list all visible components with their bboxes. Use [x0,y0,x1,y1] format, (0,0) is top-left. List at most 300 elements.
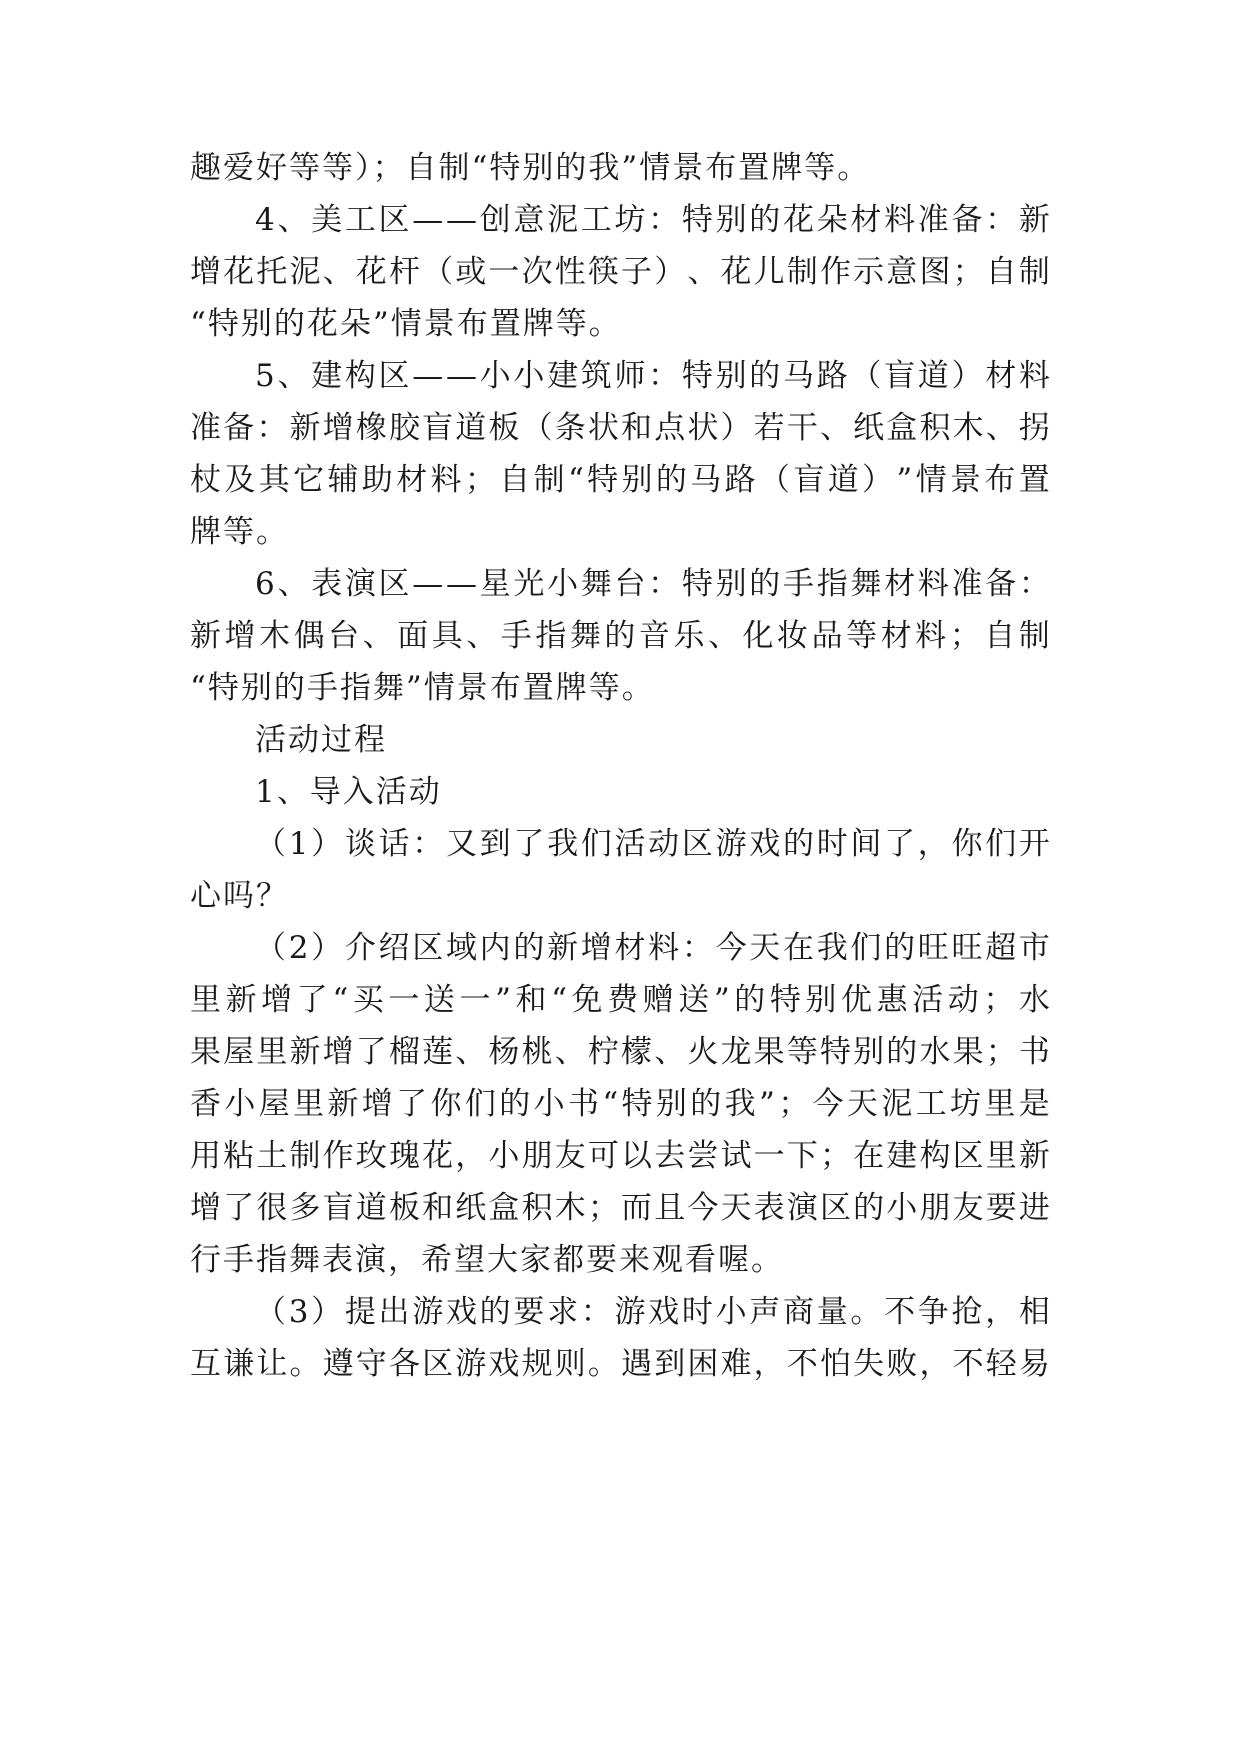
glyph: 材 [880,618,912,654]
glyph: 及 [224,462,256,498]
glyph: 增 [224,618,256,654]
glyph: 等 [846,618,878,654]
glyph: 马 [782,358,814,394]
glyph: 制 [1018,254,1050,290]
glyph: 守 [355,1346,387,1382]
glyph: 增 [190,1190,221,1226]
glyph: ： [648,358,680,394]
glyph: 我 [816,930,848,966]
glyph: 在 [853,1138,885,1174]
glyph: 美 [311,202,343,238]
glyph: 木 [952,410,984,446]
glyph: 、 [466,618,498,654]
glyph: 1 [288,826,309,862]
glyph: 路 [724,462,756,498]
text-line-14 [255,824,1050,864]
glyph: ： [1018,566,1050,602]
glyph: 坊 [949,1086,981,1122]
glyph: — [412,358,444,394]
glyph: 化 [742,618,774,654]
glyph: 板 [388,1190,420,1226]
glyph: 别 [715,202,747,238]
glyph: 小 [224,1086,256,1122]
glyph: — [445,358,477,394]
glyph: 屋 [223,1034,255,1070]
glyph: 尝 [687,1138,719,1174]
glyph: 、 [277,358,309,394]
glyph: 赠 [642,982,674,1018]
glyph: 我 [724,1086,756,1122]
glyph: 相 [1018,1294,1050,1330]
glyph: 盲 [322,1190,354,1226]
glyph: 求 [547,1294,579,1330]
glyph: 光 [513,566,545,602]
glyph: 的 [734,982,766,1018]
glyph: 区 [378,566,410,602]
glyph: 免 [571,982,603,1018]
glyph: 一 [488,254,520,290]
glyph: — [412,202,444,238]
glyph: 旺 [917,930,949,966]
glyph: 具 [431,618,463,654]
glyph: 新 [289,410,321,446]
glyph: 舞 [580,566,612,602]
glyph: 里 [256,1034,288,1070]
glyph: 新 [1018,1138,1050,1174]
glyph: 提 [344,1294,376,1330]
glyph: 里 [190,982,221,1018]
glyph: 让 [256,1346,288,1382]
section-heading: 活动过程 [255,722,387,758]
glyph: 增 [261,982,293,1018]
glyph: ； [587,1190,619,1226]
glyph: 活 [912,982,944,1018]
glyph: 木 [259,618,291,654]
glyph: ： [648,566,680,602]
glyph: 音 [638,618,670,654]
glyph: 动 [947,982,979,1018]
glyph: 里 [985,1138,1017,1174]
glyph: 、 [277,202,309,238]
glyph: ） [311,1294,343,1330]
text-line-24 [190,1344,1050,1384]
glyph: 拐 [1018,410,1050,446]
glyph: 又 [445,826,477,862]
glyph: 作 [819,254,851,290]
glyph: 增 [322,1034,354,1070]
glyph: 妆 [777,618,809,654]
glyph: 一 [459,982,491,1018]
text-line-10 [190,616,1050,656]
glyph: 的 [604,618,636,654]
text-line-2 [255,200,1050,240]
glyph: “ [602,1086,619,1122]
glyph: 我 [547,826,579,862]
glyph: ； [949,618,981,654]
glyph: 增 [190,254,221,290]
glyph: 筷 [587,254,619,290]
glyph: 内 [479,930,511,966]
glyph: 今 [687,1190,719,1226]
glyph: 星 [479,566,511,602]
glyph: — [412,566,444,602]
glyph: 小 [715,1294,747,1330]
glyph: 里 [984,1086,1016,1122]
glyph: 瑰 [388,1138,420,1174]
glyph: 你 [430,1086,462,1122]
glyph: 了 [513,826,545,862]
glyph: ） [654,254,686,290]
glyph: （ [255,1294,286,1330]
glyph: 的 [655,462,687,498]
glyph: 的 [690,1086,722,1122]
glyph: “ [567,462,584,498]
glyph: 花 [782,202,814,238]
glyph: 抢 [951,1294,983,1330]
glyph: 的 [749,566,781,602]
glyph: 火 [687,1034,719,1070]
glyph: 备 [223,410,255,446]
glyph: 到 [654,1346,686,1382]
glyph: 游 [455,1346,487,1382]
glyph: 易 [1018,1346,1050,1382]
glyph: 或 [455,254,487,290]
glyph: 小 [479,358,511,394]
glyph: 书 [1018,1034,1050,1070]
glyph: ） [720,410,752,446]
glyph: 市 [1018,930,1050,966]
glyph: 台 [328,618,360,654]
glyph: 在 [782,930,814,966]
glyph: ； [983,982,1015,1018]
glyph: 今 [715,930,747,966]
glyph: 料 [915,618,947,654]
glyph: 马 [690,462,722,498]
glyph: 等 [786,1034,818,1070]
glyph: 区 [378,202,410,238]
glyph: 的 [749,202,781,238]
glyph: 了 [396,1086,428,1122]
glyph: 区 [681,826,713,862]
glyph: 们 [464,1086,496,1122]
glyph: 别 [621,462,653,498]
glyph: 小 [547,566,579,602]
glyph: 偶 [293,618,325,654]
glyph: 的 [749,358,781,394]
glyph: 积 [919,410,951,446]
glyph: ） [951,358,983,394]
text-line-21 [190,1188,1050,1228]
glyph: 进 [1018,1190,1050,1226]
glyph: 舞 [569,618,601,654]
glyph: 师 [614,358,646,394]
glyph: 杖 [190,462,221,498]
glyph: 轻 [985,1346,1017,1382]
glyph: 新 [547,930,579,966]
glyph: 绍 [378,930,410,966]
glyph: — [445,566,477,602]
glyph: 天 [720,1190,752,1226]
glyph: 去 [654,1138,686,1174]
glyph: （ [422,254,454,290]
glyph: 榴 [388,1034,420,1070]
glyph: 意 [886,254,918,290]
glyph: ： [412,826,444,862]
glyph: 花 [720,254,752,290]
glyph: 次 [521,254,553,290]
glyph: 子 [621,254,653,290]
glyph: 失 [853,1346,885,1382]
glyph: 、 [687,254,719,290]
glyph: 料 [917,566,949,602]
glyph: 们 [850,930,882,966]
glyph: 小 [488,1138,520,1174]
glyph: 构 [919,1138,951,1174]
glyph: 杆 [388,254,420,290]
glyph: 商 [782,1294,814,1330]
glyph: 的 [479,1294,511,1330]
glyph: 材 [614,930,646,966]
glyph: 朋 [521,1138,553,1174]
text-line-11: “特别的手指舞”情景布置牌等。 [190,670,655,706]
glyph: 们 [985,826,1017,862]
glyph: 托 [256,254,288,290]
glyph: 自 [984,618,1016,654]
glyph: 料 [884,202,916,238]
glyph: 了 [355,1034,387,1070]
glyph: 工 [915,1086,947,1122]
glyph: 莲 [422,1034,454,1070]
glyph: 超 [985,930,1017,966]
glyph: 下 [786,1138,818,1174]
glyph: — [445,202,477,238]
glyph: 舞 [850,566,882,602]
glyph: 天 [846,1086,878,1122]
glyph: 乐 [673,618,705,654]
glyph: 状 [687,410,719,446]
glyph: ： [648,202,680,238]
glyph: 材 [850,202,882,238]
text-line-8: 牌等。 [190,514,289,550]
glyph: ； [464,462,496,498]
glyph: 以 [621,1138,653,1174]
glyph: 区 [952,1138,984,1174]
glyph: ： [256,410,288,446]
text-line-3 [190,252,1050,292]
glyph: 、 [654,1034,686,1070]
glyph: 、 [322,254,354,290]
glyph: 道 [827,462,859,498]
glyph: 准 [917,202,949,238]
glyph: ， [985,1294,1017,1330]
glyph: 新 [289,1034,321,1070]
glyph: 辅 [327,462,359,498]
glyph: 特 [621,1086,653,1122]
glyph: 新 [1018,202,1050,238]
glyph: 的 [513,930,545,966]
glyph: 表 [753,1190,785,1226]
glyph: 不 [884,1294,916,1330]
glyph: 儿 [753,254,785,290]
glyph: 水 [919,1034,951,1070]
glyph: 、 [985,410,1017,446]
glyph: 手 [782,566,814,602]
glyph: 指 [816,566,848,602]
glyph: 盒 [886,410,918,446]
glyph: 花 [355,254,387,290]
glyph: 买 [352,982,384,1018]
glyph: 条 [554,410,586,446]
glyph: 动 [648,826,680,862]
glyph: 、 [277,566,309,602]
glyph: 规 [521,1346,553,1382]
glyph: 试 [720,1138,752,1174]
glyph: 困 [687,1346,719,1382]
glyph: 区 [412,930,444,966]
glyph: 材 [396,462,428,498]
glyph: 要 [513,1294,545,1330]
glyph: 、 [554,1034,586,1070]
glyph: 和 [422,1190,454,1226]
text-line-17 [190,980,1050,1020]
glyph: 。 [850,1294,882,1330]
glyph: 泥 [289,254,321,290]
subsection-heading: 1、导入活动 [255,774,442,810]
glyph: 料 [648,930,680,966]
glyph: 坊 [614,202,646,238]
glyph: 了 [296,982,328,1018]
glyph: 粘 [223,1138,255,1174]
glyph: ： [580,1294,612,1330]
glyph: 3 [288,1294,309,1330]
glyph: ” [758,1086,775,1122]
glyph: 出 [378,1294,410,1330]
glyph: 建 [886,1138,918,1174]
glyph: 谈 [344,826,376,862]
text-line-22: 行手指舞表演，希望大家都要来观看喔。 [190,1242,784,1278]
glyph: 友 [952,1190,984,1226]
glyph: 龙 [720,1034,752,1070]
glyph: 筑 [580,358,612,394]
glyph: 柠 [587,1034,619,1070]
glyph: 介 [344,930,376,966]
glyph: 备 [985,566,1017,602]
glyph: 6 [255,566,275,602]
glyph: 纸 [455,1190,487,1226]
glyph: 很 [256,1190,288,1226]
glyph: 特 [681,358,713,394]
glyph: 开 [1018,826,1050,862]
glyph: 一 [753,1138,785,1174]
glyph: 用 [190,1138,221,1174]
glyph: 、 [362,618,394,654]
glyph: 争 [917,1294,949,1330]
glyph: 建 [547,358,579,394]
glyph: 别 [655,1086,687,1122]
glyph: 话 [378,826,410,862]
glyph: 演 [344,566,376,602]
text-line-9 [255,564,1050,604]
glyph: 里 [293,1086,325,1122]
glyph: 各 [388,1346,420,1382]
glyph: 是 [1018,1086,1050,1122]
glyph: 助 [361,462,393,498]
glyph: 备 [951,202,983,238]
glyph: 花 [223,254,255,290]
text-line-23 [255,1292,1050,1332]
glyph: 声 [749,1294,781,1330]
glyph: 遇 [621,1346,653,1382]
glyph: 料 [430,462,462,498]
glyph: 料 [1018,358,1050,394]
glyph: 干 [786,410,818,446]
glyph: 积 [521,1190,553,1226]
glyph: 特 [769,982,801,1018]
glyph: 和 [515,982,547,1018]
glyph: 土 [256,1138,288,1174]
glyph: 作 [322,1138,354,1174]
glyph: 戏 [445,1294,477,1330]
glyph: 的 [499,1086,531,1122]
glyph: 盲 [422,410,454,446]
glyph: 工 [344,202,376,238]
glyph: 图 [919,254,951,290]
glyph: 和 [621,410,653,446]
glyph: 游 [715,826,747,862]
glyph: 增 [361,1086,393,1122]
glyph: 制 [786,254,818,290]
text-line-19 [190,1084,1050,1124]
glyph: 橡 [355,410,387,446]
glyph: 果 [753,1034,785,1070]
glyph: 别 [805,982,837,1018]
glyph: 。 [587,1346,619,1382]
glyph: 不 [952,1346,984,1382]
glyph: 新 [190,618,221,654]
glyph: ； [952,254,984,290]
glyph: 盒 [488,1190,520,1226]
glyph: 道 [455,410,487,446]
glyph: （ [255,930,286,966]
text-line-6 [190,408,1050,448]
glyph: 准 [951,566,983,602]
glyph: 自 [499,462,531,498]
glyph: 品 [811,618,843,654]
glyph: 泥 [547,202,579,238]
glyph: ， [753,1346,785,1382]
glyph: 意 [513,202,545,238]
glyph: 板 [488,410,520,446]
glyph: 制 [1018,618,1050,654]
glyph: 香 [190,1086,221,1122]
glyph: ， [455,1138,487,1174]
glyph: 性 [554,254,586,290]
glyph: ） [862,462,894,498]
glyph: 区 [422,1346,454,1382]
glyph: 准 [190,410,221,446]
glyph: ； [985,1034,1017,1070]
glyph: 送 [423,982,455,1018]
glyph: 别 [853,1034,885,1070]
glyph: 演 [786,1190,818,1226]
glyph: 们 [580,826,612,862]
glyph: 别 [715,358,747,394]
glyph: 送 [678,982,710,1018]
glyph: “ [551,982,567,1018]
glyph: 新 [225,982,257,1018]
glyph: 到 [479,826,511,862]
glyph: 材 [884,566,916,602]
